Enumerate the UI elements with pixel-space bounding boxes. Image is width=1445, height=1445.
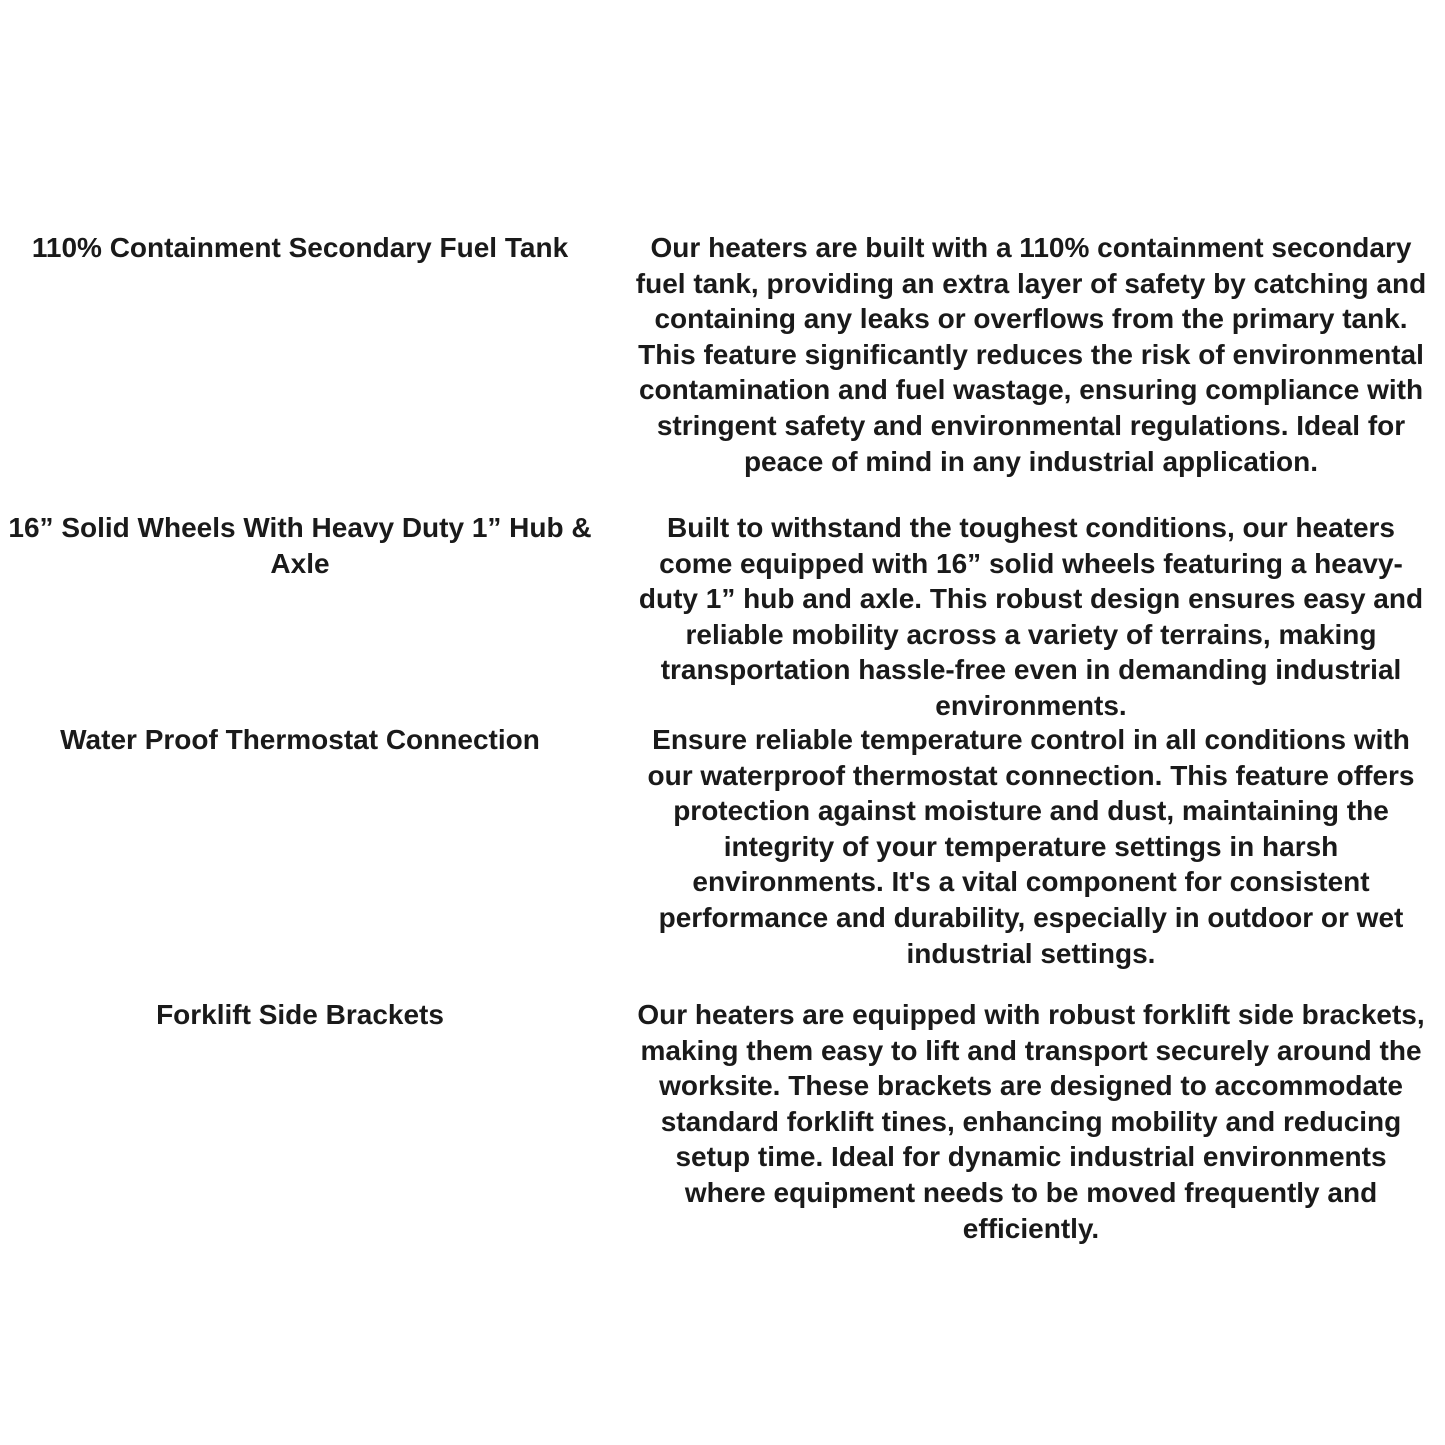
feature-title: Forklift Side Brackets (156, 999, 444, 1030)
feature-title: 110% Containment Secondary Fuel Tank (31, 232, 569, 263)
feature-row-containment-tank (0, 230, 1445, 510)
feature-list (0, 230, 1445, 1244)
feature-description: Our heaters are equipped with robust forklift side brackets, making them easy to lift and transport securely around the worksite. These brackets are designed to accommodate standard forklift tines, enhancing mobility and reducing setup time. Ideal for dynamic industrial environments where equipment needs to be moved frequently and efficiently. (637, 999, 1425, 1244)
feature-title: Water Proof Thermostat Connection (60, 724, 540, 755)
feature-title: 16” Solid Wheels With Heavy Duty 1” Hub & Axle (8, 512, 592, 579)
feature-description: Ensure reliable temperature control in all conditions with our waterproof thermostat connection. This feature offers protection against moisture and dust, maintaining the integrity of your temperature settings in harsh environments. It's a vital component for consistent performance and durability, especially in outdoor or wet industrial settings. (647, 724, 1415, 969)
feature-row-thermostat-connection (0, 722, 1445, 997)
feature-description: Our heaters are built with a 110% containment secondary fuel tank, providing an extra layer of safety by catching and containing any leaks or overflows from the primary tank. This feature significantly reduces the risk of environmental contamination and fuel wastage, ensuring compliance with stringent safety and environmental regulations. Ideal for peace of mind in any industrial application. (635, 232, 1427, 477)
feature-description: Built to withstand the toughest conditions, our heaters come equipped with 16” solid wheels featuring a heavy-duty 1” hub and axle. This robust design ensures easy and reliable mobility across a variety of terrains, making transportation hassle-free even in demanding industrial environments. (638, 512, 1424, 721)
feature-row-solid-wheels (0, 510, 1445, 722)
feature-row-forklift-brackets (0, 997, 1445, 1244)
